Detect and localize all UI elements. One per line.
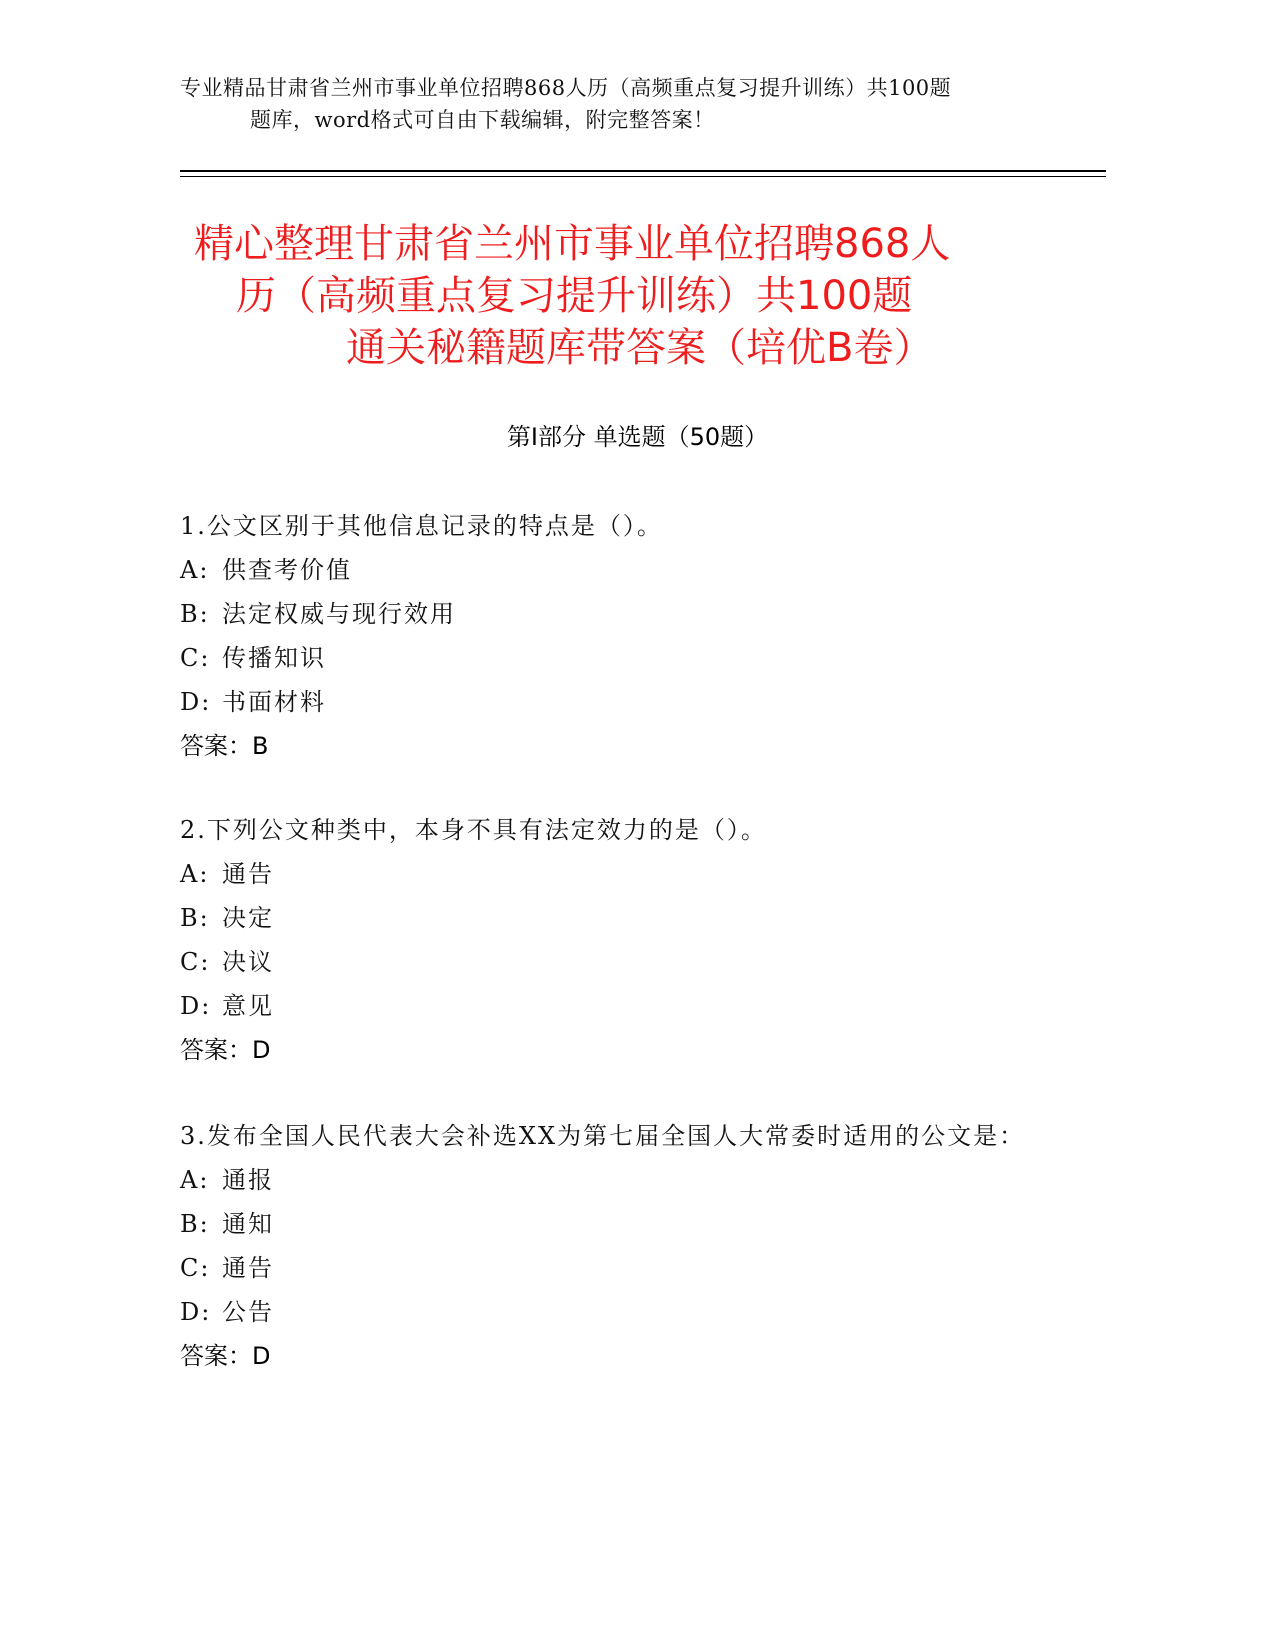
option-text: 公告 [222, 1298, 274, 1326]
option-letter: C: [180, 948, 211, 976]
option-d [180, 680, 1060, 724]
question-stem: 3.发布全国人民代表大会补选XX为第七届全国人大常委时适用的公文是： [180, 1122, 1026, 1150]
option-letter: A: [180, 1166, 210, 1194]
option-a [180, 548, 1060, 592]
option-letter: B: [180, 1210, 210, 1238]
option-text: 意见 [222, 992, 274, 1020]
title-line-2: 历（高频重点复习提升训练）共100题 [236, 273, 913, 319]
option-letter: B: [180, 600, 210, 628]
option-text: 书面材料 [222, 688, 326, 716]
question-2 [180, 808, 1060, 1072]
option-d [180, 1290, 1060, 1334]
option-text: 供查考价值 [222, 556, 352, 584]
option-c [180, 940, 1060, 984]
option-b [180, 592, 1060, 636]
option-letter: A: [180, 556, 210, 584]
title-line-3: 通关秘籍题库带答案（培优B卷） [346, 325, 934, 371]
option-text: 决议 [222, 948, 274, 976]
title-line-1: 精心整理甘肃省兰州市事业单位招聘868人 [194, 221, 951, 267]
option-b [180, 896, 1060, 940]
header-divider-thin [180, 176, 1106, 177]
option-letter: B: [180, 904, 210, 932]
option-letter: C: [180, 1254, 211, 1282]
option-letter: D: [180, 992, 212, 1020]
option-text: 传播知识 [222, 644, 326, 672]
option-text: 通知 [222, 1210, 274, 1238]
question-stem: 2.下列公文种类中，本身不具有法定效力的是（）。 [180, 816, 767, 844]
question-answer: 答案：B [180, 732, 269, 760]
header-line-1: 专业精品甘肃省兰州市事业单位招聘868人历（高频重点复习提升训练）共100题 [180, 76, 952, 100]
question-1 [180, 504, 1060, 768]
question-stem: 1.公文区别于其他信息记录的特点是（）。 [180, 512, 663, 540]
question-answer: 答案：D [180, 1342, 271, 1370]
section-title: 第Ⅰ部分 单选题（50题） [506, 423, 769, 451]
document-header-note [180, 72, 1080, 136]
option-letter: D: [180, 1298, 212, 1326]
document-title [180, 218, 1106, 374]
option-letter: C: [180, 644, 211, 672]
option-c [180, 1246, 1060, 1290]
option-text: 通告 [222, 1254, 274, 1282]
option-letter: A: [180, 860, 210, 888]
option-text: 法定权威与现行效用 [222, 600, 456, 628]
question-answer: 答案：D [180, 1036, 271, 1064]
option-a [180, 852, 1060, 896]
header-line-2: 题库，word格式可自由下载编辑，附完整答案！ [250, 108, 715, 132]
option-c [180, 636, 1060, 680]
option-text: 通报 [222, 1166, 274, 1194]
question-3 [180, 1114, 1060, 1378]
option-a [180, 1158, 1060, 1202]
option-text: 决定 [222, 904, 274, 932]
option-text: 通告 [222, 860, 274, 888]
option-letter: D: [180, 688, 212, 716]
option-b [180, 1202, 1060, 1246]
header-divider-thick [180, 170, 1106, 172]
option-d [180, 984, 1060, 1028]
